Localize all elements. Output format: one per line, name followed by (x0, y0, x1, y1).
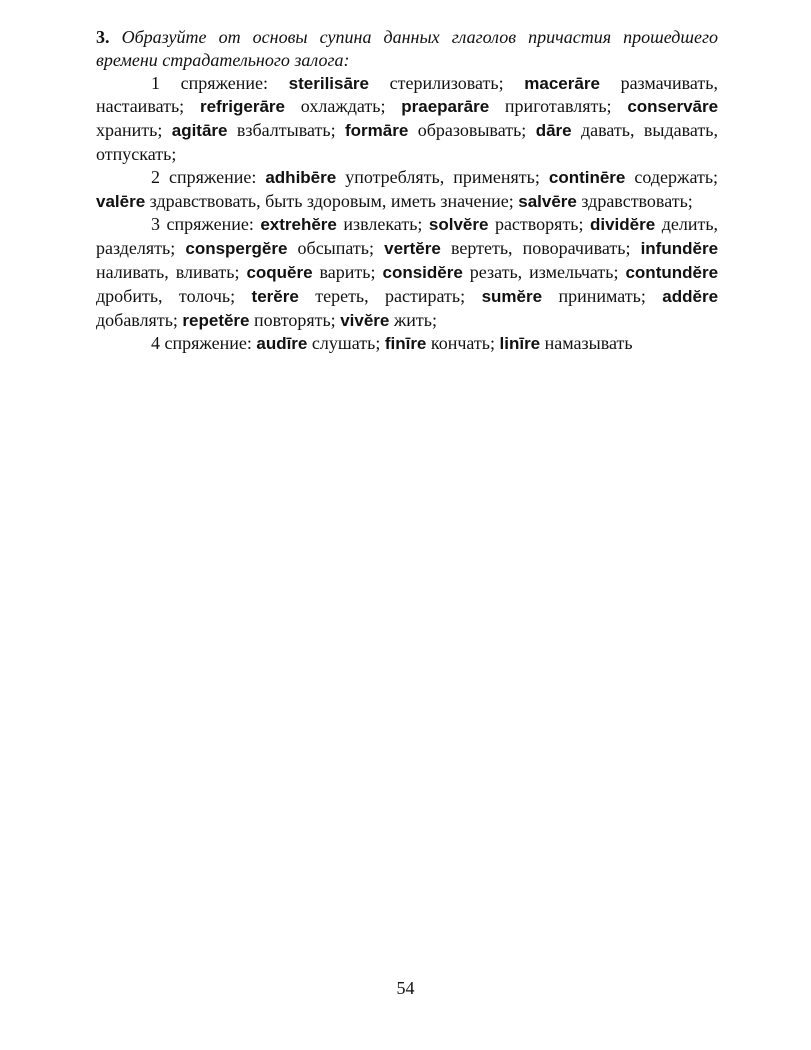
latin-verb: linīre (499, 334, 541, 354)
latin-verb: conspergĕre (185, 239, 288, 259)
verb-translation: образовывать; (417, 120, 527, 141)
latin-verb: infundĕre (640, 239, 719, 259)
verb-translation: наливать, вливать; (96, 261, 240, 282)
latin-verb: salvēre (518, 191, 577, 211)
conjugation-paragraph (96, 166, 718, 214)
page-content (96, 26, 718, 356)
latin-verb: considĕre (382, 262, 463, 282)
verb-translation: здравствовать, быть здоровым, иметь значение; (149, 190, 514, 211)
latin-verb: finīre (384, 334, 427, 354)
latin-verb: refrigerāre (199, 97, 286, 117)
task-heading (96, 26, 718, 72)
conjugation-paragraph (96, 213, 718, 332)
conjugation-list (96, 72, 718, 357)
verb-translation: слушать; (311, 333, 381, 354)
page-number: 54 (396, 978, 415, 998)
latin-verb: coquĕre (246, 262, 313, 282)
latin-verb: vertĕre (384, 239, 441, 259)
latin-verb: continēre (548, 167, 626, 187)
conjugation-paragraph (96, 332, 718, 356)
latin-verb: macerāre (524, 73, 600, 93)
verb-translation: здравствовать; (581, 190, 693, 211)
verb-translation: охлаждать; (300, 96, 386, 117)
conjugation-label: 4 спряжение: (151, 333, 252, 354)
verb-translation: приготавлять; (504, 96, 612, 117)
latin-verb: sterilisāre (288, 73, 369, 93)
conjugation-label: 1 спряжение: (151, 72, 268, 93)
latin-verb: formāre (344, 121, 409, 141)
verb-translation: употреблять, применять; (345, 166, 540, 187)
latin-verb: addĕre (662, 286, 719, 306)
latin-verb: dāre (535, 121, 572, 141)
verb-translation: тереть, растирать; (315, 285, 466, 306)
latin-verb: valēre (96, 191, 146, 211)
task-title: Образуйте от основы супина данных глаголов причастия прошедшего времени страдательного залога: (96, 27, 718, 70)
verb-translation: добавлять; (96, 309, 178, 330)
verb-translation: намазывать (544, 333, 633, 354)
verb-translation: растворять; (494, 214, 584, 235)
latin-verb: sumĕre (481, 286, 543, 306)
verb-translation: размачивать, настаивать; (96, 72, 718, 117)
latin-verb: repetĕre (182, 310, 250, 330)
latin-verb: adhibēre (265, 167, 337, 187)
verb-translation: хранить; (96, 120, 163, 141)
latin-verb: audīre (256, 334, 308, 354)
conjugation-label: 2 спряжение: (151, 166, 257, 187)
verb-translation: стерилизовать; (389, 72, 504, 93)
latin-verb: dividĕre (590, 215, 656, 235)
verb-translation: дробить, толочь; (96, 285, 236, 306)
verb-translation: принимать; (558, 285, 646, 306)
verb-translation: содержать; (634, 166, 719, 187)
latin-verb: extrehĕre (260, 215, 337, 235)
latin-verb: praeparāre (401, 97, 490, 117)
latin-verb: conservāre (627, 97, 719, 117)
conjugation-paragraph (96, 72, 718, 166)
latin-verb: contundĕre (625, 262, 719, 282)
verb-translation: резать, измельчать; (469, 261, 619, 282)
verb-translation: жить; (393, 309, 438, 330)
latin-verb: agitāre (171, 121, 228, 141)
latin-verb: terĕre (251, 286, 299, 306)
latin-verb: solvĕre (428, 215, 489, 235)
verb-translation: делить, разделять; (96, 214, 719, 259)
latin-verb: vivĕre (340, 310, 390, 330)
task-number: 3. (96, 27, 110, 47)
verb-translation: давать, выдавать, отпускать; (96, 120, 718, 164)
verb-translation: вертеть, поворачивать; (450, 238, 631, 259)
verb-translation: извлекать; (343, 214, 423, 235)
verb-translation: повторять; (254, 309, 336, 330)
conjugation-label: 3 спряжение: (151, 214, 254, 235)
verb-translation: кончать; (430, 333, 496, 354)
verb-translation: варить; (319, 261, 376, 282)
verb-translation: обсыпать; (297, 238, 375, 259)
verb-translation: взбалтывать; (236, 120, 336, 141)
